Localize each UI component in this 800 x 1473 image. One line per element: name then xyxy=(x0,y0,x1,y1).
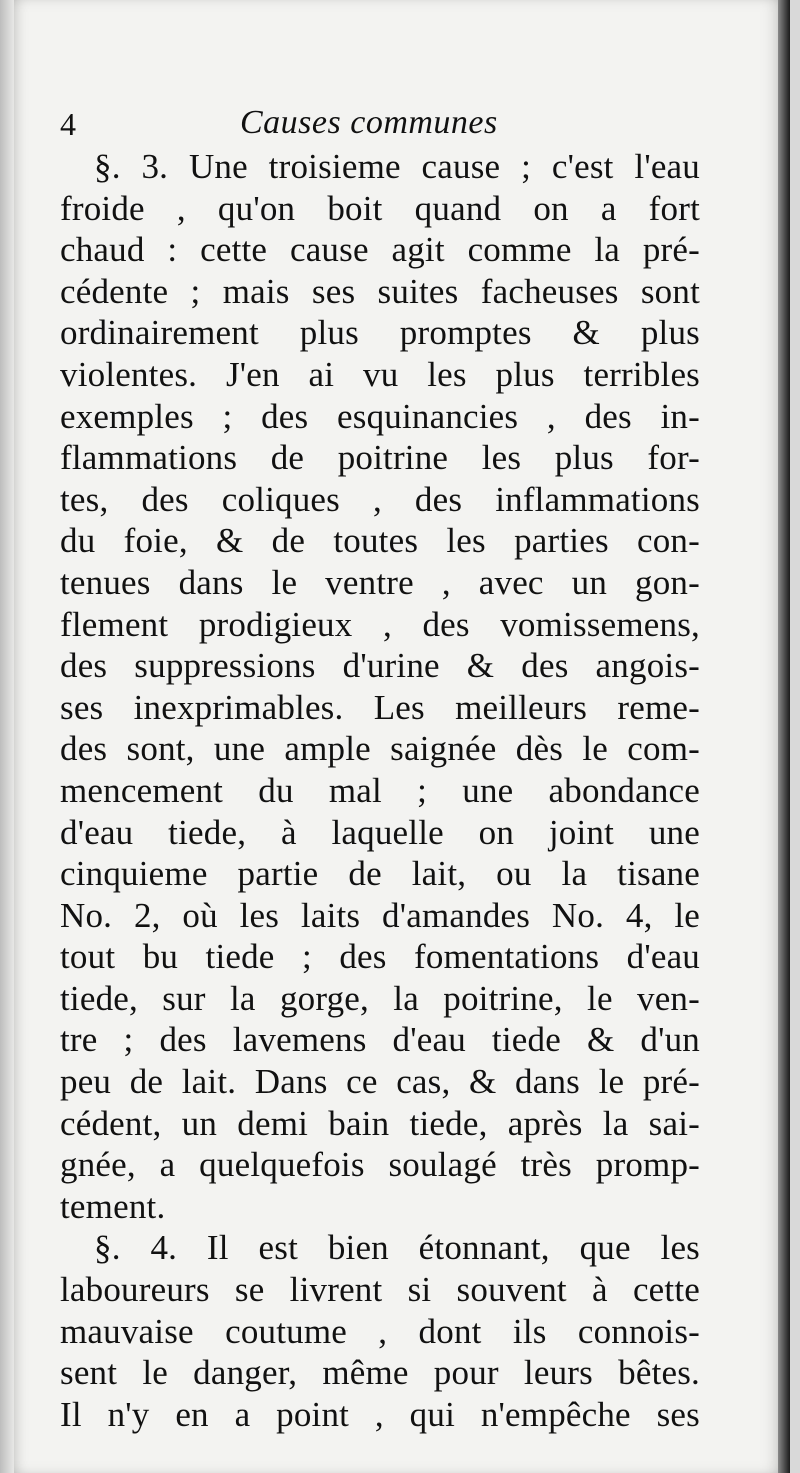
text-line: peu de lait. Dans ce cas, & dans le pré- xyxy=(60,1062,700,1102)
text-line: chaud : cette cause agit comme la pré- xyxy=(60,230,700,270)
page-number: 4 xyxy=(60,106,76,142)
page-header xyxy=(60,100,700,148)
text-line: tout bu tiede ; des fomentations d'eau xyxy=(60,937,700,977)
text-line: tiede, sur la gorge, la poitrine, le ven- xyxy=(60,978,700,1018)
text-line: Il n'y en a point , qui n'empêche ses xyxy=(60,1394,700,1434)
text-line: froide , qu'on boit quand on a fort xyxy=(60,188,700,228)
text-line: tenues dans le ventre , avec un gon- xyxy=(60,562,700,602)
text-line: laboureurs se livrent si souvent à cette xyxy=(60,1270,700,1310)
text-line: No. 2, où les laits d'amandes No. 4, le xyxy=(60,895,700,935)
page-gutter xyxy=(0,0,14,1473)
text-line: §. 3. Une troisieme cause ; c'est l'eau xyxy=(94,147,700,186)
text-line: ses inexprimables. Les meilleurs reme- xyxy=(60,687,700,727)
text-line: tes, des coliques , des inflammations xyxy=(60,479,700,519)
text-line: ordinairement plus promptes & plus xyxy=(60,313,700,353)
running-head: Causes communes xyxy=(240,104,498,141)
page-edge-shadow xyxy=(778,0,790,1473)
text-line: sent le danger, même pour leurs bêtes. xyxy=(60,1353,700,1393)
text-line: mencement du mal ; une abondance xyxy=(60,770,700,810)
text-line: gnée, a quelquefois soulagé très promp- xyxy=(60,1145,700,1185)
text-line: du foie, & de toutes les parties con- xyxy=(60,521,700,561)
text-line: tement. xyxy=(60,1186,166,1226)
text-line: cinquieme partie de lait, ou la tisane xyxy=(60,854,700,894)
text-line: mauvaise coutume , dont ils connois- xyxy=(60,1311,700,1351)
text-line: des suppressions d'urine & des angois- xyxy=(60,646,700,686)
text-line: flammations de poitrine les plus for- xyxy=(60,438,700,478)
text-line: d'eau tiede, à laquelle on joint une xyxy=(60,812,700,852)
text-line: §. 4. Il est bien étonnant, que les xyxy=(94,1228,700,1268)
text-line: cédente ; mais ses suites facheuses sont xyxy=(60,271,700,311)
text-line: cédent, un demi bain tiede, après la sai- xyxy=(60,1103,700,1143)
text-line: tre ; des lavemens d'eau tiede & d'un xyxy=(60,1020,700,1060)
text-line: violentes. J'en ai vu les plus terribles xyxy=(60,354,700,394)
text-line: flement prodigieux , des vomissemens, xyxy=(60,604,700,644)
text-line: exemples ; des esquinancies , des in- xyxy=(60,396,700,436)
body-text xyxy=(60,146,700,1435)
text-line: des sont, une ample saignée dès le com- xyxy=(60,729,700,769)
